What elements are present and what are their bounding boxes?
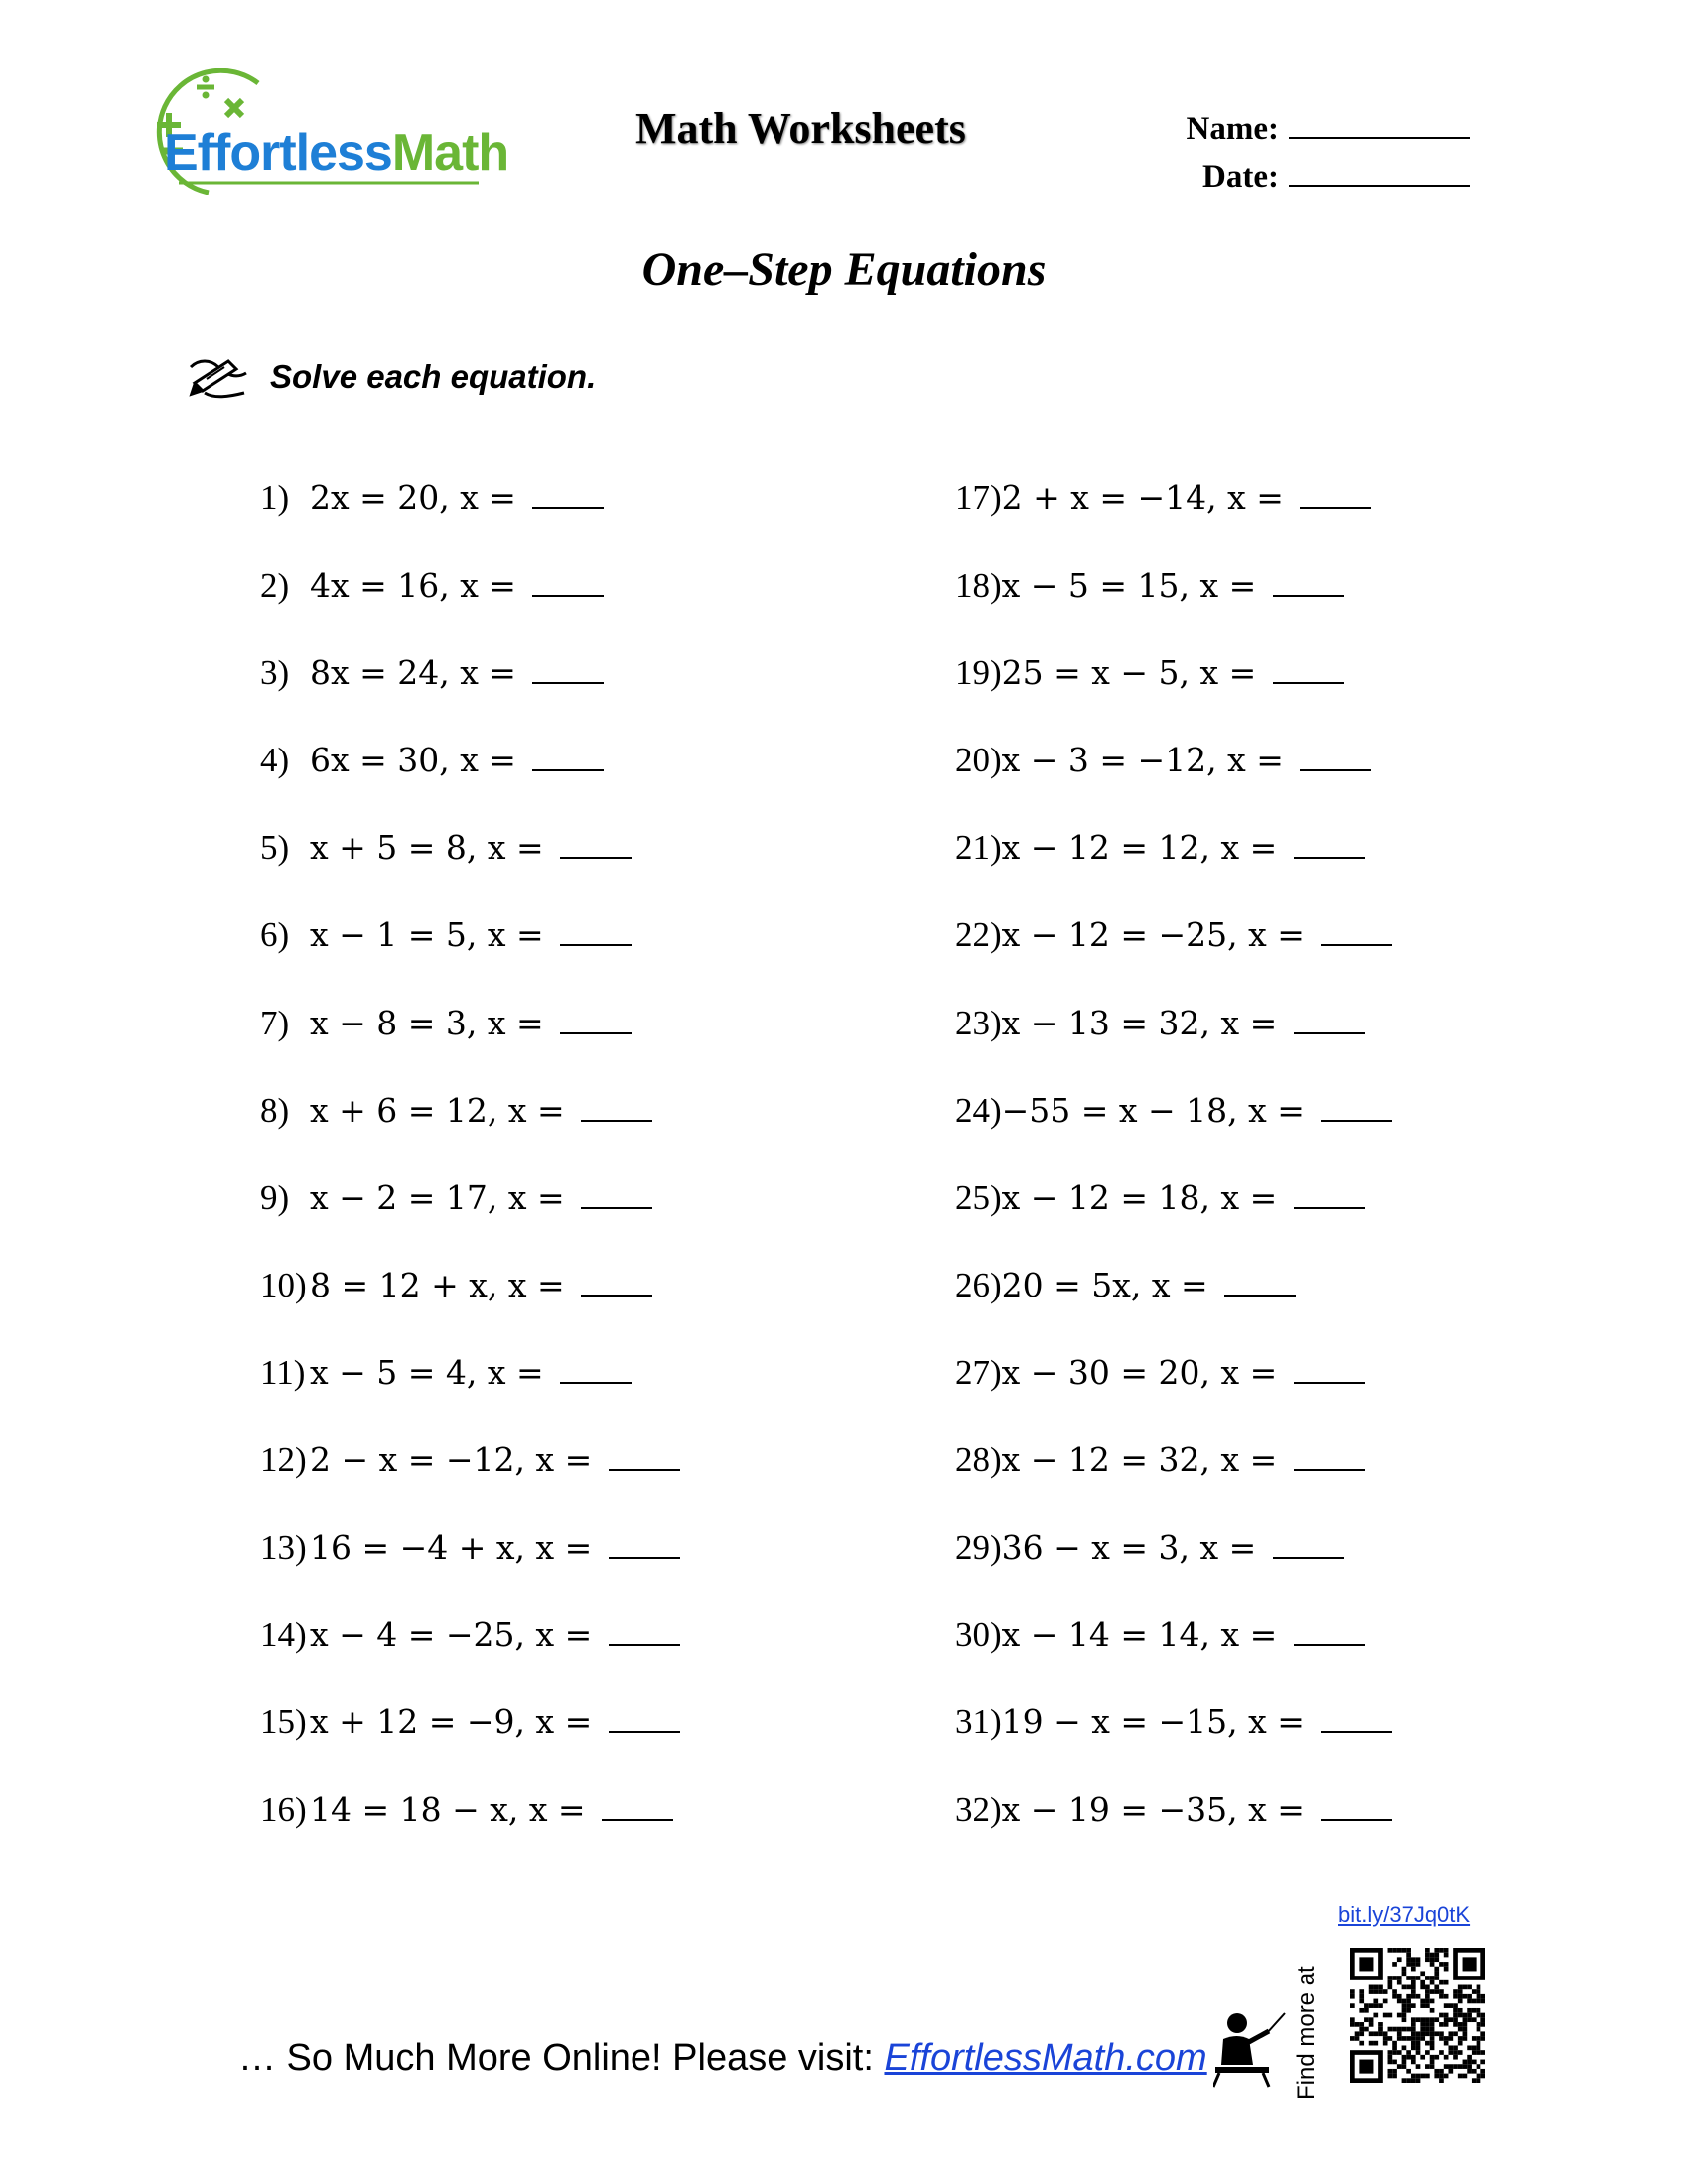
answer-blank[interactable] [560, 827, 632, 859]
question-number: 22) [955, 915, 1002, 955]
question-item [260, 736, 680, 823]
question-item [955, 1348, 1392, 1435]
answer-blank[interactable] [1321, 914, 1392, 946]
question-number: 3) [260, 653, 290, 693]
answer-blank[interactable] [609, 1614, 680, 1646]
question-equation: x − 5 = 4, x = [310, 1352, 555, 1392]
answer-blank[interactable] [581, 1177, 652, 1209]
question-equation: x − 14 = 14, x = [1001, 1615, 1288, 1655]
question-equation: x − 2 = 17, x = [310, 1177, 576, 1217]
footer-promo [238, 2037, 1207, 2080]
answer-blank[interactable] [602, 1789, 673, 1821]
question-number: 21) [955, 828, 1002, 868]
answer-blank[interactable] [1321, 1789, 1392, 1821]
question-equation: 2 + x = −14, x = [1001, 478, 1295, 517]
footer-promo-text: … So Much More Online! Please visit: [238, 2037, 885, 2079]
question-item [955, 1698, 1392, 1785]
short-url-link[interactable]: bit.ly/37Jq0tK [1338, 1902, 1471, 1927]
answer-blank[interactable] [1273, 652, 1344, 684]
question-number: 24) [955, 1090, 1002, 1130]
question-item [260, 648, 680, 736]
question-item [260, 561, 680, 648]
answer-blank[interactable] [1321, 1090, 1392, 1122]
question-number: 18) [955, 566, 1002, 606]
question-item [260, 1348, 680, 1435]
question-number: 14) [260, 1615, 307, 1655]
answer-blank[interactable] [609, 1439, 680, 1471]
question-equation: 4x = 16, x = [310, 566, 527, 606]
question-equation: −55 = x − 18, x = [1001, 1090, 1316, 1130]
question-item [260, 999, 680, 1086]
questions-left-column [260, 474, 680, 1873]
date-label: Date: [1202, 159, 1279, 195]
question-number: 10) [260, 1265, 307, 1304]
question-item [955, 1523, 1392, 1610]
answer-blank[interactable] [532, 740, 604, 771]
question-number: 13) [260, 1528, 307, 1568]
answer-blank[interactable] [1294, 827, 1365, 859]
question-equation: 36 − x = 3, x = [1001, 1528, 1267, 1568]
answer-blank[interactable] [581, 1265, 652, 1297]
question-equation: 14 = 18 − x, x = [310, 1790, 597, 1830]
question-number: 31) [955, 1703, 1002, 1742]
question-item [955, 1435, 1392, 1523]
question-equation: x + 12 = −9, x = [310, 1703, 603, 1742]
logo-word-math: Math [391, 124, 509, 182]
page-title: One–Step Equations [641, 243, 1047, 296]
question-number: 5) [260, 828, 290, 868]
question-item [260, 1261, 680, 1348]
question-item [955, 736, 1392, 823]
answer-blank[interactable] [1321, 1702, 1392, 1733]
question-number: 12) [260, 1440, 307, 1480]
question-number: 17) [955, 478, 1002, 517]
answer-blank[interactable] [609, 1527, 680, 1559]
instruction-text: Solve each equation. [270, 358, 597, 395]
question-equation: x − 12 = −25, x = [1001, 915, 1316, 955]
question-number: 26) [955, 1265, 1002, 1304]
answer-blank[interactable] [1273, 565, 1344, 597]
question-number: 28) [955, 1440, 1002, 1480]
question-equation: 2 − x = −12, x = [310, 1440, 603, 1480]
question-equation: 20 = 5x, x = [1001, 1265, 1219, 1304]
question-equation: 25 = x − 5, x = [1001, 653, 1267, 693]
question-equation: x − 19 = −35, x = [1001, 1790, 1316, 1830]
pencil-writing-icon [185, 353, 254, 401]
question-item [260, 1523, 680, 1610]
question-item [260, 1173, 680, 1261]
answer-blank[interactable] [532, 652, 604, 684]
answer-blank[interactable] [1273, 1527, 1344, 1559]
question-item [955, 1173, 1392, 1261]
qr-code-icon [1350, 1948, 1485, 2083]
question-item [955, 999, 1392, 1086]
question-equation: x − 12 = 32, x = [1001, 1440, 1288, 1480]
question-number: 4) [260, 741, 290, 780]
date-blank-line[interactable] [1289, 183, 1470, 187]
question-equation: x − 1 = 5, x = [310, 915, 555, 955]
answer-blank[interactable] [1294, 1003, 1365, 1034]
question-number: 19) [955, 653, 1002, 693]
question-item [955, 823, 1392, 910]
answer-blank[interactable] [581, 1090, 652, 1122]
answer-blank[interactable] [1294, 1177, 1365, 1209]
question-item [955, 474, 1392, 561]
question-item [260, 910, 680, 998]
question-number: 20) [955, 741, 1002, 780]
question-item [260, 823, 680, 910]
question-equation: x − 12 = 12, x = [1001, 828, 1288, 868]
question-number: 1) [260, 478, 290, 517]
question-item [260, 474, 680, 561]
answer-blank[interactable] [560, 1352, 632, 1384]
name-field[interactable] [1187, 111, 1470, 148]
instruction [185, 353, 596, 401]
logo-wordmark [164, 124, 509, 182]
question-item [260, 1435, 680, 1523]
question-number: 7) [260, 1003, 290, 1042]
date-field[interactable] [1202, 159, 1470, 196]
answer-blank[interactable] [560, 1003, 632, 1034]
answer-blank[interactable] [1300, 478, 1371, 509]
answer-blank[interactable] [1294, 1614, 1365, 1646]
question-equation: x − 12 = 18, x = [1001, 1177, 1288, 1217]
answer-blank[interactable] [560, 914, 632, 946]
question-equation: 16 = −4 + x, x = [310, 1528, 603, 1568]
answer-blank[interactable] [1300, 740, 1371, 771]
question-number: 32) [955, 1790, 1002, 1830]
footer-website-link[interactable]: EffortlessMath.com [884, 2037, 1207, 2079]
name-blank-line[interactable] [1289, 135, 1470, 139]
question-equation: x − 13 = 32, x = [1001, 1003, 1288, 1042]
question-item [955, 1086, 1392, 1173]
question-number: 8) [260, 1090, 290, 1130]
questions-right-column [955, 474, 1392, 1873]
question-number: 27) [955, 1352, 1002, 1392]
question-item [955, 648, 1392, 736]
question-equation: x + 5 = 8, x = [310, 828, 555, 868]
answer-blank[interactable] [609, 1702, 680, 1733]
teacher-pointing-icon [1213, 2009, 1287, 2089]
question-equation: x − 4 = −25, x = [310, 1615, 603, 1655]
question-number: 11) [260, 1352, 306, 1392]
question-equation: 2x = 20, x = [310, 478, 527, 517]
question-number: 9) [260, 1177, 290, 1217]
question-equation: x + 6 = 12, x = [310, 1090, 576, 1130]
question-number: 25) [955, 1177, 1002, 1217]
question-number: 29) [955, 1528, 1002, 1568]
name-label: Name: [1186, 111, 1279, 147]
question-equation: 8x = 24, x = [310, 653, 527, 693]
question-item [955, 1610, 1392, 1698]
question-item [955, 910, 1392, 998]
question-item [260, 1086, 680, 1173]
answer-blank[interactable] [1224, 1265, 1296, 1297]
question-equation: x − 8 = 3, x = [310, 1003, 555, 1042]
question-item [955, 1261, 1392, 1348]
question-item [260, 1785, 680, 1872]
question-equation: x − 5 = 15, x = [1001, 566, 1267, 606]
question-number: 2) [260, 566, 290, 606]
answer-blank[interactable] [532, 565, 604, 597]
answer-blank[interactable] [532, 478, 604, 509]
question-number: 30) [955, 1615, 1002, 1655]
question-number: 16) [260, 1790, 307, 1830]
question-equation: 8 = 12 + x, x = [310, 1265, 576, 1304]
question-item [955, 1785, 1392, 1872]
question-number: 6) [260, 915, 290, 955]
question-item [955, 561, 1392, 648]
question-equation: 6x = 30, x = [310, 741, 527, 780]
question-equation: x − 3 = −12, x = [1001, 741, 1295, 780]
question-equation: 19 − x = −15, x = [1001, 1703, 1316, 1742]
answer-blank[interactable] [1294, 1352, 1365, 1384]
question-number: 15) [260, 1703, 307, 1742]
find-more-label: Find more at [1293, 1966, 1320, 2100]
question-item [260, 1698, 680, 1785]
question-equation: x − 30 = 20, x = [1001, 1352, 1288, 1392]
answer-blank[interactable] [1294, 1439, 1365, 1471]
question-number: 23) [955, 1003, 1002, 1042]
question-item [260, 1610, 680, 1698]
worksheet-header-title: Math Worksheets [635, 104, 966, 153]
logo-word-effortless: Effortless [164, 124, 392, 182]
